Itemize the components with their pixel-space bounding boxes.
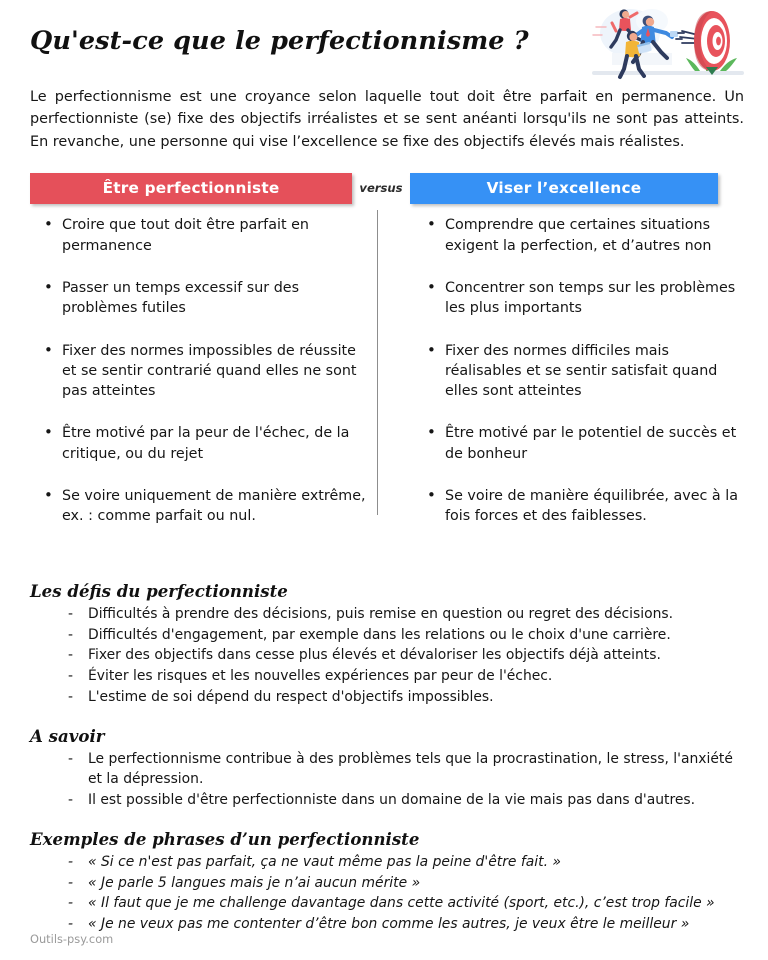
section-heading: Exemples de phrases d’un perfectionniste bbox=[30, 828, 420, 849]
list-item: • Croire que tout doit être parfait en permanence bbox=[30, 215, 369, 256]
list-item: - « Je parle 5 langues mais je n’ai aucun mérite » bbox=[68, 874, 744, 894]
list-item: • Être motivé par la peur de l'échec, de la critique, ou du rejet bbox=[30, 423, 369, 464]
a-savoir-list bbox=[30, 750, 744, 811]
section-heading: Les défis du perfectionniste bbox=[30, 580, 288, 601]
perfectionist-bullet-list bbox=[30, 215, 369, 526]
document-header bbox=[0, 0, 768, 86]
list-item: • Passer un temps excessif sur des problèmes futiles bbox=[30, 278, 369, 319]
list-item: - « Je ne veux pas me contenter d’être bon comme les autres, je veux être le meilleur » bbox=[68, 915, 744, 935]
list-item: • Fixer des normes impossibles de réussite et se sentir contrarié quand elles ne sont pas atteintes bbox=[30, 341, 369, 402]
comparison-banner-row bbox=[0, 171, 768, 205]
comparison-columns bbox=[0, 205, 768, 548]
list-item: • Comprendre que certaines situations exigent la perfection, et d’autres non bbox=[413, 215, 744, 256]
people-running-toward-target-illustration bbox=[590, 5, 746, 81]
banner-excellence: Viser l’excellence bbox=[410, 173, 718, 204]
banner-perfectionist: Être perfectionniste bbox=[30, 173, 352, 204]
list-item: • Se voire de manière équilibrée, avec à la fois forces et des faiblesses. bbox=[413, 486, 744, 527]
list-item: • Être motivé par le potentiel de succès et de bonheur bbox=[413, 423, 744, 464]
versus-label: versus bbox=[359, 181, 403, 196]
column-divider bbox=[377, 210, 378, 515]
list-item: - Fixer des objectifs dans cesse plus élevés et dévaloriser les objectifs déjà atteints. bbox=[68, 646, 744, 666]
list-item: - Éviter les risques et les nouvelles expériences par peur de l'échec. bbox=[68, 667, 744, 687]
list-item: - Il est possible d'être perfectionniste dans un domaine de la vie mais pas dans d'autres. bbox=[68, 791, 744, 811]
list-item: • Fixer des normes difficiles mais réalisables et se sentir satisfait quand elles sont atteintes bbox=[413, 341, 744, 402]
section-heading: A savoir bbox=[30, 726, 105, 747]
list-item: • Se voire uniquement de manière extrême, ex. : comme parfait ou nul. bbox=[30, 486, 369, 527]
list-item: - Difficultés à prendre des décisions, puis remise en question ou regret des décisions. bbox=[68, 605, 744, 625]
defis-list bbox=[30, 605, 744, 708]
excellence-bullet-list bbox=[413, 215, 744, 526]
list-item: - « Il faut que je me challenge davantage dans cette activité (sport, etc.), c’est trop facile » bbox=[68, 894, 744, 914]
footer-site-name: Outils-psy.com bbox=[30, 932, 114, 946]
section-exemples-phrases bbox=[0, 829, 768, 936]
column-perfectionist bbox=[30, 215, 387, 548]
column-excellence bbox=[387, 215, 744, 548]
intro-paragraph: Le perfectionnisme est une croyance selon laquelle tout doit être parfait en permanence. Un perfectionniste (se) fixe des objectifs irréalistes et se sent anéanti lorsqu'ils ne sont pas atteints. En revanche, une personne qui vise l’excellence se fixe des objectifs élevés mais réalistes. bbox=[30, 89, 744, 150]
exemples-phrases-list bbox=[30, 853, 744, 936]
list-item: - L'estime de soi dépend du respect d'objectifs impossibles. bbox=[68, 688, 744, 708]
list-item: - « Si ce n'est pas parfait, ça ne vaut même pas la peine d'être fait. » bbox=[68, 853, 744, 873]
section-defis bbox=[0, 581, 768, 708]
list-item: • Concentrer son temps sur les problèmes les plus importants bbox=[413, 278, 744, 319]
page-title: Qu'est-ce que le perfectionnisme ? bbox=[30, 26, 529, 56]
section-a-savoir bbox=[0, 726, 768, 811]
list-item: - Difficultés d'engagement, par exemple dans les relations ou le choix d'une carrière. bbox=[68, 626, 744, 646]
list-item: - Le perfectionnisme contribue à des problèmes tels que la procrastination, le stress, l'anxiété et la dépression. bbox=[68, 750, 744, 790]
